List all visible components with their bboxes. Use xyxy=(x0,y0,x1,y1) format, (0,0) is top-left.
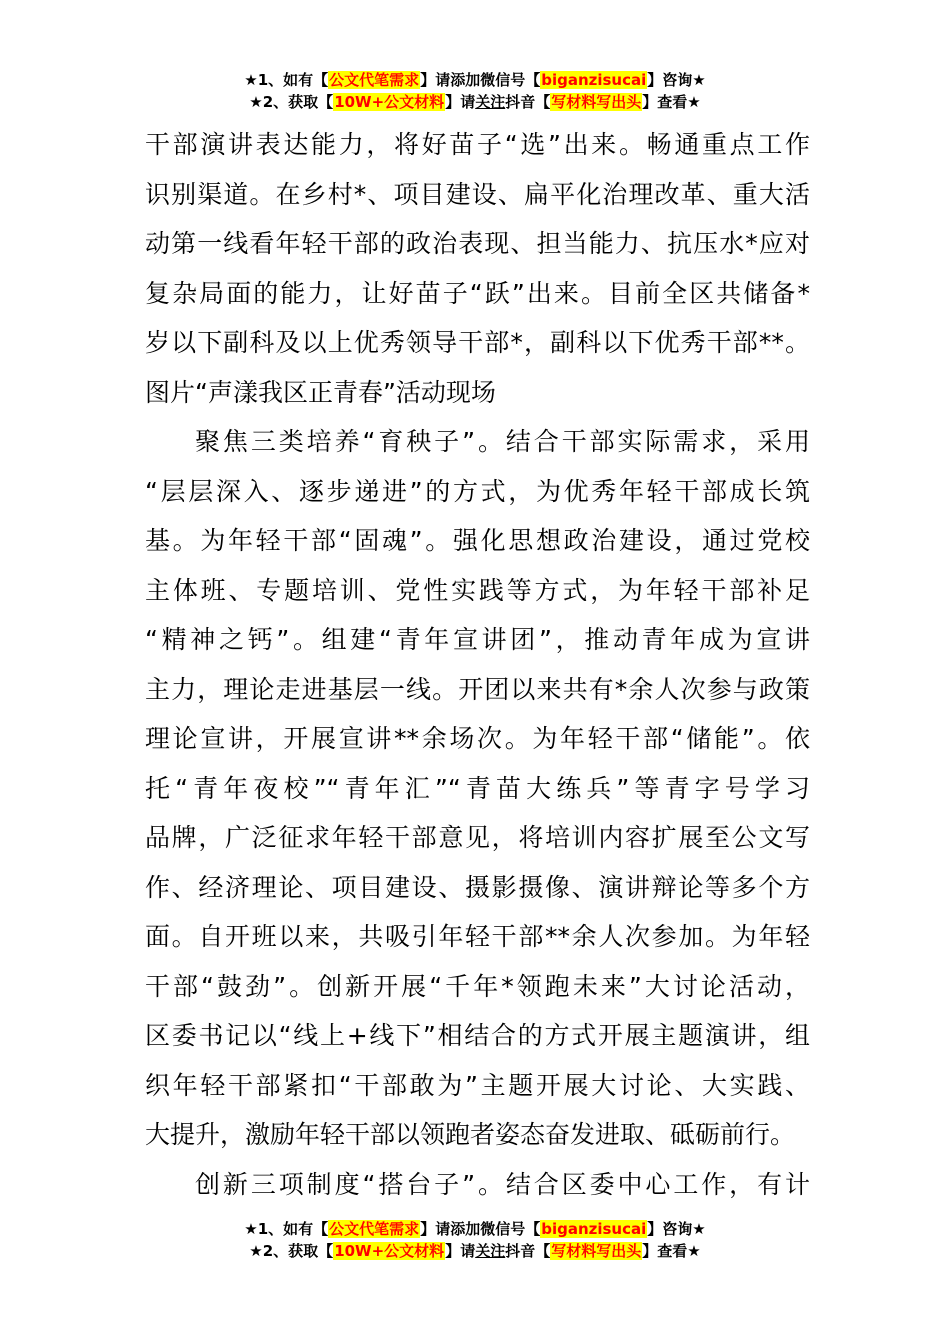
banner-highlight: 公文代笔需求 xyxy=(329,71,420,89)
banner-highlight: biganzisucai xyxy=(541,71,647,89)
body-line: 区委书记以“线上+线下”相结合的方式开展主题演讲，组 xyxy=(145,1021,810,1050)
body-line: 理论宣讲，开展宣讲**余场次。为年轻干部“储能”。依 xyxy=(145,724,810,753)
banner-line-1 xyxy=(0,1218,950,1240)
banner-text: 】请添加微信号【 xyxy=(420,1220,541,1238)
banner-text: 】请 xyxy=(445,1242,476,1260)
body-line: 织年轻干部紧扣“干部敢为”主题开展大讨论、大实践、 xyxy=(145,1070,810,1100)
banner-highlight: 10W+公文材料 xyxy=(334,1242,445,1260)
banner-text: ★2、获取【 xyxy=(249,1242,334,1260)
body-line: 聚焦三类培养“育秧子”。结合干部实际需求，采用 xyxy=(195,427,810,456)
body-line: 基。为年轻干部“固魂”。强化思想政治建设，通过党校 xyxy=(145,526,810,555)
banner-line-2 xyxy=(0,1240,950,1262)
body-line: 动第一线看年轻干部的政治表现、担当能力、抗压水*应对 xyxy=(145,229,810,258)
banner-text: ★1、如有【 xyxy=(244,71,329,89)
body-line: 干部“鼓劲”。创新开展“千年*领跑未来”大讨论活动， xyxy=(145,971,810,1001)
image-caption: 图片“声漾我区正青春”活动现场 xyxy=(145,377,496,407)
banner-highlight: 写材料写出头 xyxy=(551,1242,642,1260)
banner-line-1 xyxy=(0,69,950,91)
banner-text: 】请添加微信号【 xyxy=(420,71,541,89)
body-line: “层层深入、逐步递进”的方式，为优秀年轻干部成长筑 xyxy=(145,476,810,506)
banner-highlight: biganzisucai xyxy=(541,1220,647,1238)
document-body xyxy=(145,120,810,1209)
banner-highlight: 写材料写出头 xyxy=(551,93,642,111)
banner-text: 】咨询★ xyxy=(647,1220,706,1238)
banner-text: 抖音【 xyxy=(505,93,551,111)
body-line: 复杂局面的能力，让好苗子“跃”出来。目前全区共储备* xyxy=(145,278,810,308)
banner-text: ★2、获取【 xyxy=(249,93,334,111)
body-line: 创新三项制度“搭台子”。结合区委中心工作，有计 xyxy=(195,1169,810,1199)
body-line: 作、经济理论、项目建设、摄影摄像、演讲辩论等多个方 xyxy=(145,872,810,902)
header-banner xyxy=(0,69,950,113)
body-line: 品牌，广泛征求年轻干部意见，将培训内容扩展至公文写 xyxy=(145,823,810,852)
banner-underline: 关注 xyxy=(475,1242,506,1260)
banner-text: 】查看★ xyxy=(642,93,701,111)
banner-line-2 xyxy=(0,91,950,113)
body-line: 岁以下副科及以上优秀领导干部*，副科以下优秀干部**。 xyxy=(145,328,810,357)
body-line: 主力，理论走进基层一线。开团以来共有*余人次参与政策 xyxy=(145,674,810,704)
banner-text: 】查看★ xyxy=(642,1242,701,1260)
banner-highlight: 10W+公文材料 xyxy=(334,93,445,111)
footer-banner xyxy=(0,1218,950,1262)
banner-text: 抖音【 xyxy=(505,1242,551,1260)
body-line: “精神之钙”。组建“青年宣讲团”，推动青年成为宣讲 xyxy=(145,625,810,654)
body-line: 识别渠道。在乡村*、项目建设、扁平化治理改革、重大活 xyxy=(145,179,810,209)
banner-underline: 关注 xyxy=(475,93,506,111)
banner-text: 】咨询★ xyxy=(647,71,706,89)
body-line: 托“青年夜校”“青年汇”“青苗大练兵”等青字号学习 xyxy=(145,773,810,803)
banner-text: ★1、如有【 xyxy=(244,1220,329,1238)
body-line: 大提升，激励年轻干部以领跑者姿态奋发进取、砥砺前行。 xyxy=(145,1120,796,1149)
body-line: 干部演讲表达能力，将好苗子“选”出来。畅通重点工作 xyxy=(145,130,810,159)
banner-highlight: 公文代笔需求 xyxy=(329,1220,420,1238)
banner-text: 】请 xyxy=(445,93,476,111)
body-line: 主体班、专题培训、党性实践等方式，为年轻干部补足 xyxy=(145,575,810,605)
body-line: 面。自开班以来，共吸引年轻干部**余人次参加。为年轻 xyxy=(145,922,810,951)
